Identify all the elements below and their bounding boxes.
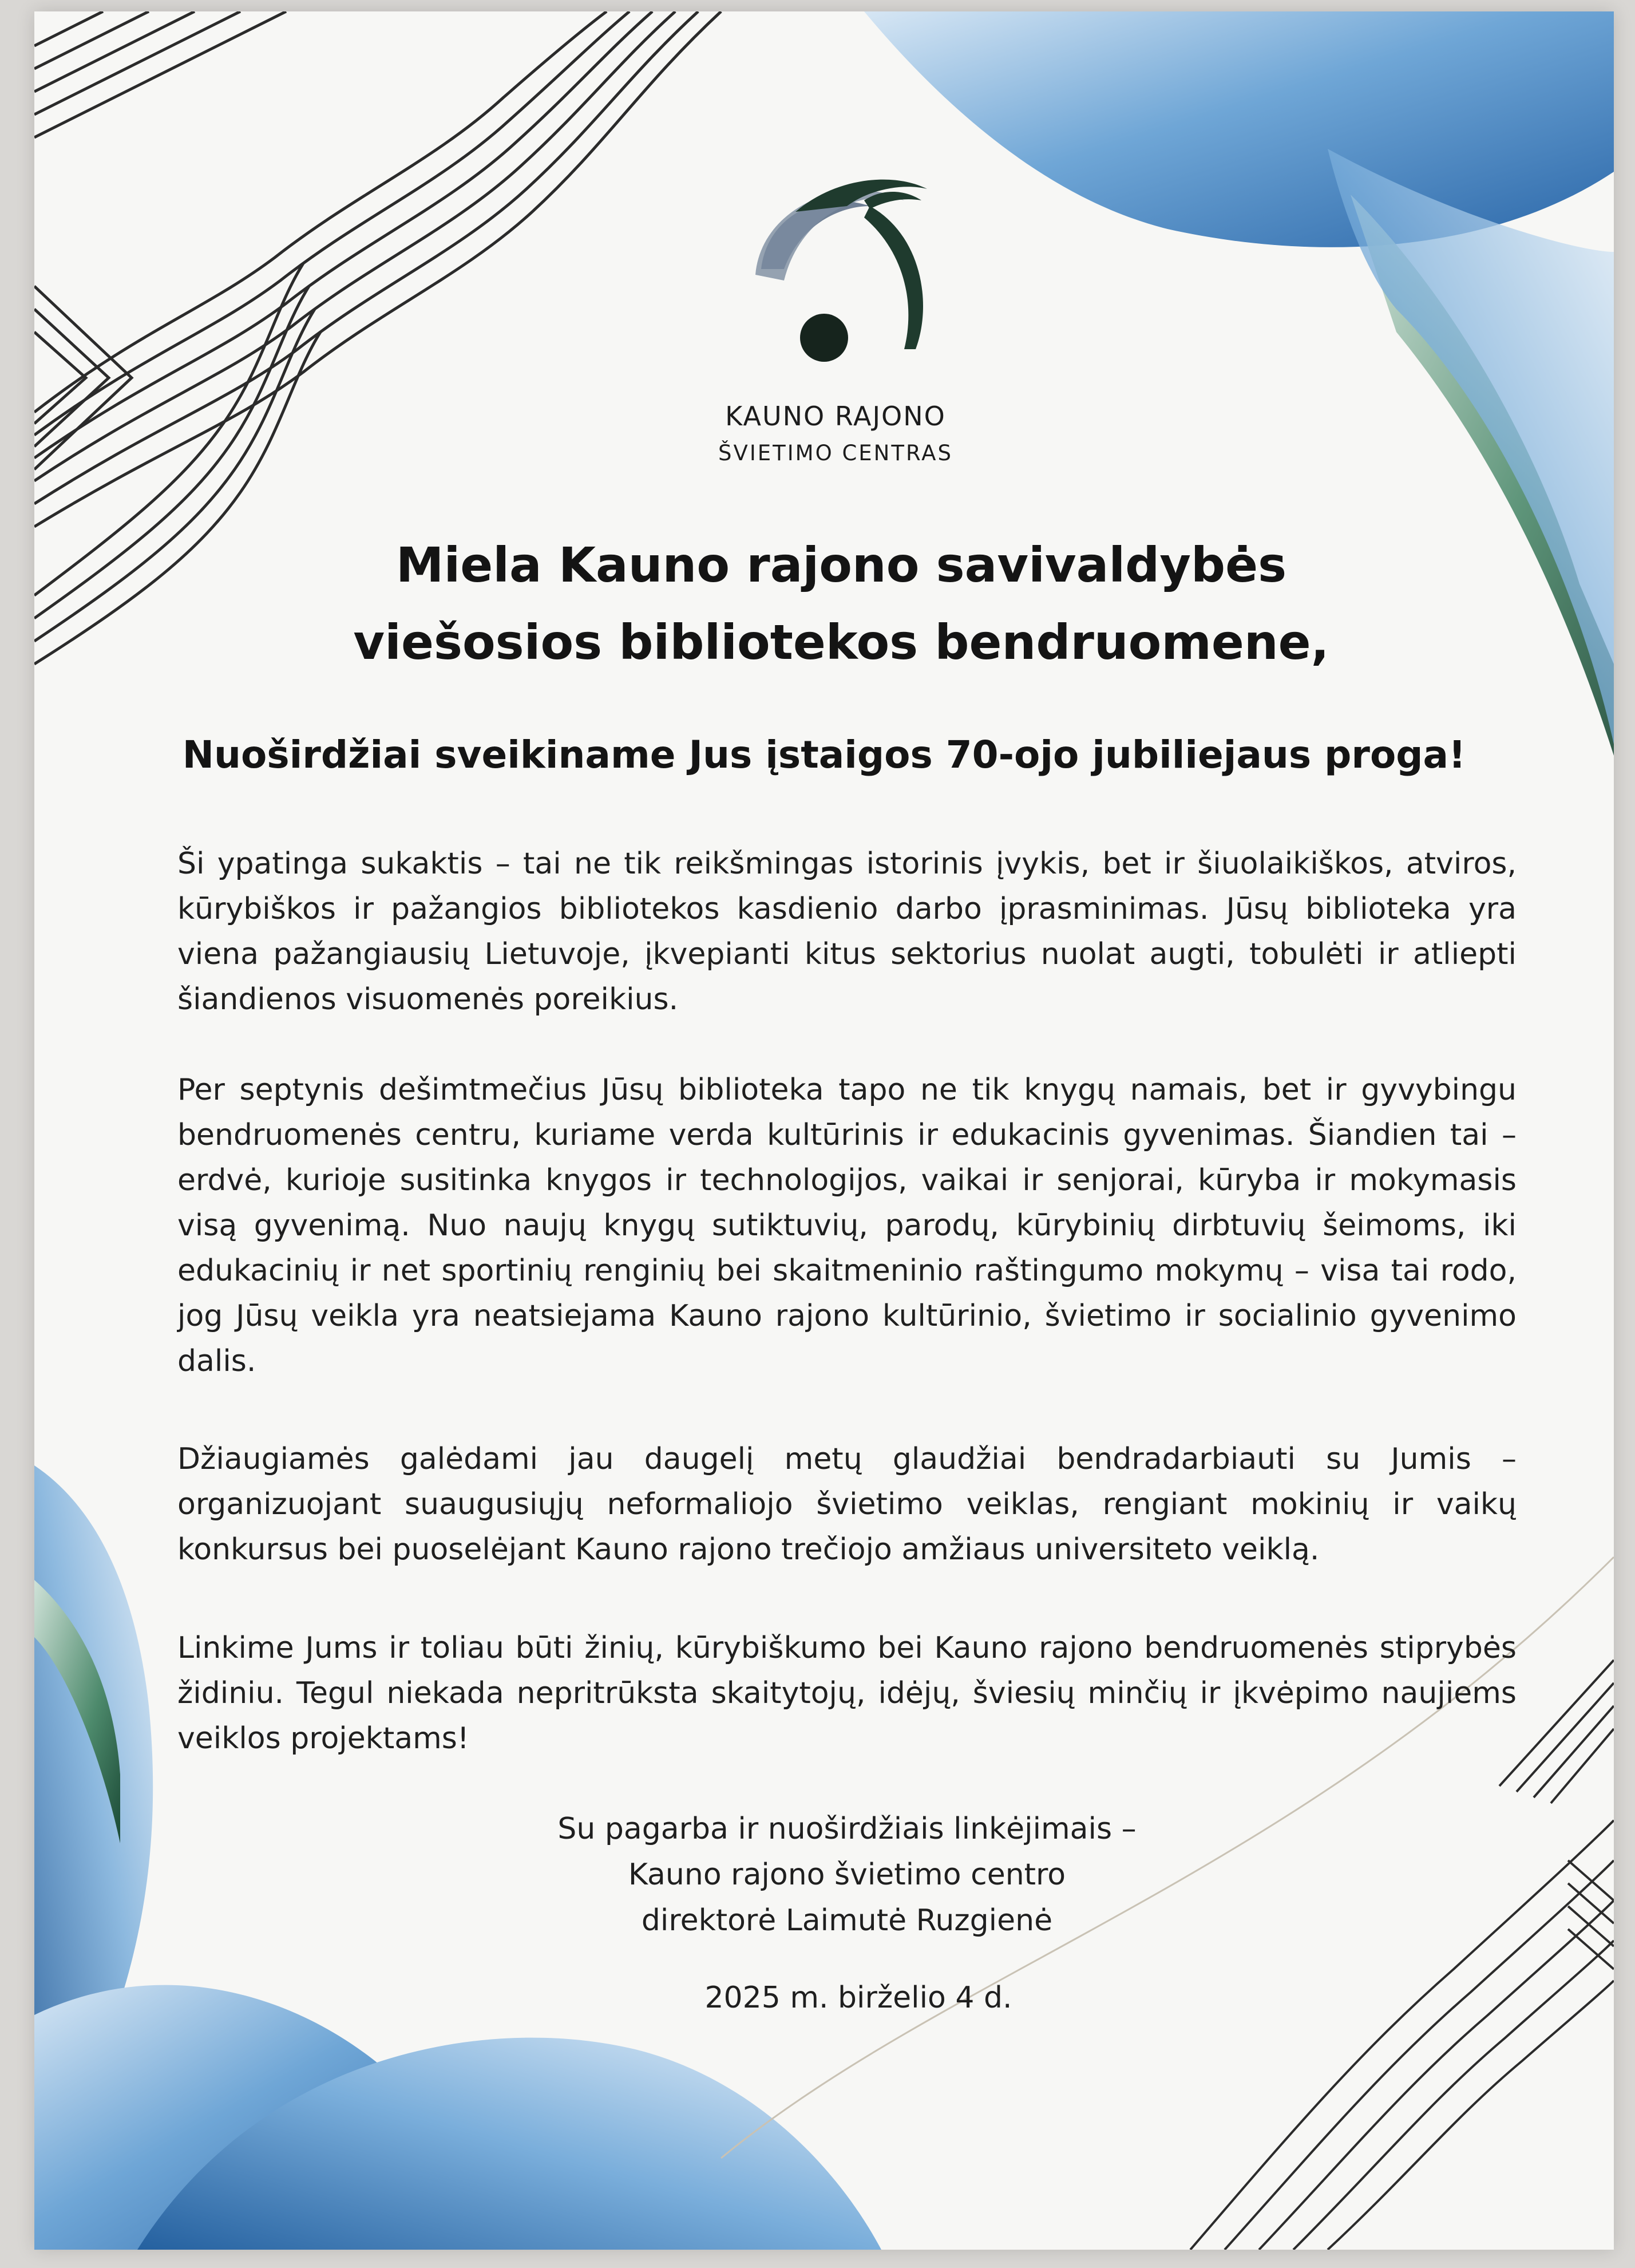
paragraph-4: Linkime Jums ir toliau būti žinių, kūrybiškumo bei Kauno rajono bendruomenės stiprybės židiniu. Tegul niekada nepritrūksta skaitytojų, idėjų, šviesių minčių ir įkvėpimo naujiems veiklos projektams! [177,1631,1517,1756]
paragraph-1: Ši ypatinga sukaktis – tai ne tik reikšmingas istorinis įvykis, bet ir šiuolaikiškos, atviros, kūrybiškos ir pažangios bibliotekos kasdienio darbo įprasminimas. Jūsų biblioteka yra viena pažangiausių Lietuvoje, įkvepianti kitus sektorius nuolat augti, tobulėti ir atliepti šiandienos visuomenės poreikius. [177,847,1517,1017]
paragraph-2: Per septynis dešimtmečius Jūsų biblioteka tapo ne tik knygų namais, bet ir gyvybingu bendruomenės centru, kuriame verda kultūrinis ir edukacinis gyvenimas. Šiandien tai – erdvė, kurioje susitinka knygos ir technologijos, vaikai ir senjorai, kūryba ir mokymasis visą gyvenimą. Nuo naujų knygų sutiktuvių, parodų, kūrybinių dirbtuvių šeimoms, iki edukacinių ir net sportinių renginių bei skaitmeninio raštingumo mokymų – visa tai rodo, jog Jūsų veikla yra neatsiejama Kauno rajono kultūrinio, švietimo ir socialinio gyvenimo dalis. [177,1073,1517,1378]
letter-date: 2025 m. birželio 4 d. [704,1981,1012,2015]
congratulation-heading: Nuoširdžiai sveikiname Jus įstaigos 70-ojo jubiliejaus proga! [182,733,1466,777]
logo-name-line1: KAUNO RAJONO [725,401,946,432]
paragraph-3: Džiaugiamės galėdami jau daugelį metų glaudžiai bendradarbiauti su Jumis – organizuojant suaugusiųjų neformaliojo švietimo veiklas, rengiant mokinių ir vaikų konkursus bei puoselėjant Kauno rajono trečiojo amžiaus universiteto veiklą. [177,1442,1517,1567]
logo-mark-icon [733,166,939,372]
signature-line3: direktorė Laimutė Ruzgienė [641,1903,1053,1938]
signature-line1: Su pagarba ir nuoširdžiais linkėjimais – [557,1812,1137,1846]
letter-sheet [34,11,1614,2250]
organization-logo [687,166,984,475]
greeting-line2: viešosios bibliotekos bendruomene, [353,614,1329,670]
greeting-line1: Miela Kauno rajono savivaldybės [395,537,1287,593]
logo-name-line2: ŠVIETIMO CENTRAS [718,441,953,465]
signature-line2: Kauno rajono švietimo centro [628,1858,1066,1892]
